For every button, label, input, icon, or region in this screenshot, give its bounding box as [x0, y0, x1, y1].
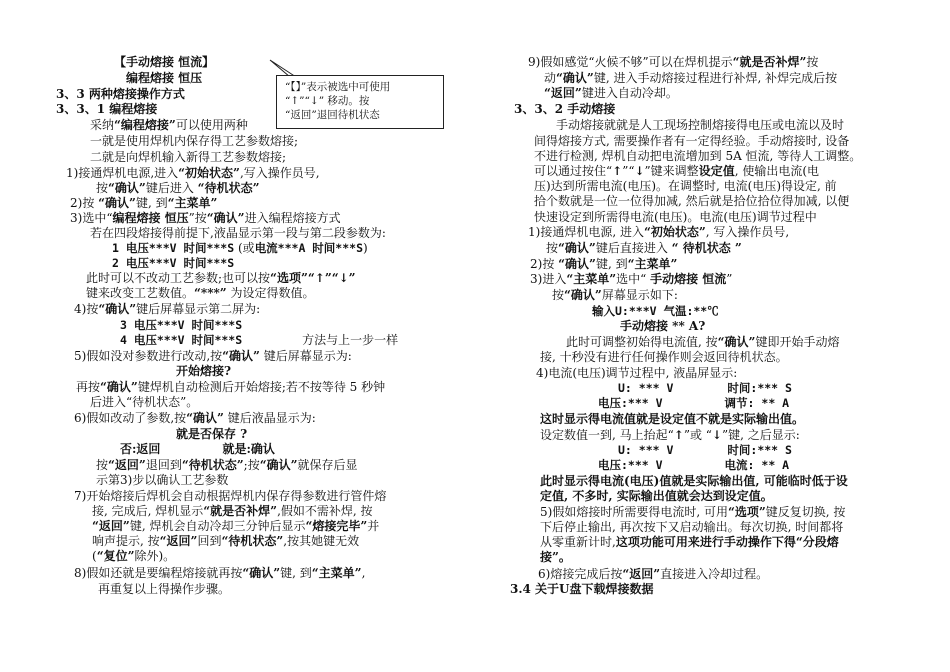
- paragraph-line: 压)达到所需电流(电压)。在调整时, 电流(电压)得设定, 前: [534, 179, 837, 193]
- lcd-line: 电压:*** V 电流: ** A: [598, 458, 790, 472]
- step-7-cont: 接, 完成后, 焊机显示“就是否补焊”,假如不需补焊, 按: [92, 504, 373, 518]
- paragraph-line: 若在四段熔接得前提下,液晶显示第一段与第二段参数为:: [90, 226, 386, 240]
- lcd-line: 否:返回 就是:确认: [120, 442, 275, 456]
- paragraph-line: 一就是使用焊机内保存得工艺参数熔接;: [90, 134, 299, 148]
- paragraph-line: 此时可调整初始得电流值, 按“确认”键即开始手动熔: [566, 335, 840, 349]
- step-9: 9)假如感觉“火候不够”可以在焊机提示“就是否补焊”按: [528, 55, 819, 69]
- section-heading-3-3-2: 3、3、2 手动熔接: [514, 102, 616, 116]
- step-5: 5)假如熔接时所需要得电流时, 可用“选项”键反复切换, 按: [540, 505, 846, 519]
- paragraph-line: 再按“确认”键焊机自动检测后开始熔接;若不按等待 5 秒钟: [76, 380, 386, 394]
- paragraph-line: 手动熔接就就是人工现场控制熔接得电压或电流以及时: [556, 118, 845, 132]
- step-7-cont: “返回”键, 焊机会自动冷却三分钟后显示“熔接完毕”并: [92, 519, 380, 533]
- mode-line-1: 【手动熔接 恒流】: [114, 55, 215, 69]
- step-5-cont: 从零重新计时,这项功能可用来进行手动操作下得“分段熔: [540, 535, 839, 549]
- step-6: 6)假如改动了参数,按“确认” 键后液晶显示为:: [74, 411, 316, 425]
- section-heading-3-4: 3.4 关于U盘下载焊接数据: [510, 582, 654, 596]
- lcd-line: 输入U:***V 气温:**℃: [592, 304, 719, 318]
- lcd-line: 4 电压***V 时间***S 方法与上一步一样: [120, 333, 399, 347]
- step-8-cont: 再重复以上得操作步骤。: [98, 582, 231, 596]
- callout-line: “返回”退回待机状态: [285, 109, 380, 121]
- paragraph-line: 二就是向焊机输入新得工艺参数熔接;: [90, 150, 287, 164]
- paragraph-line: 快速设定到所需得电流(电压)。电流(电压)调节过程中: [534, 210, 817, 224]
- step-3: 3)进入“主菜单”选中“ 手动熔接 恒流”: [530, 272, 733, 286]
- paragraph-line: 接, 十秒没有进行任何操作则会返回待机状态。: [540, 350, 788, 364]
- callout-line: “↑”“↓” 移动。按: [285, 95, 370, 107]
- paragraph-line: 按“返回”退回到“待机状态”;按“确认”就保存后显: [96, 458, 358, 472]
- paragraph-line: 设定数值一到, 马上抬起“↑”或 “↓”键, 之后显示:: [540, 428, 800, 442]
- step-9-cont: “返回”键进入自动冷却。: [544, 86, 678, 100]
- lcd-line: 1 电压***V 时间***S (或电流***A 时间***S): [112, 241, 368, 255]
- step-3-cont: 按“确认”屏幕显示如下:: [552, 288, 678, 302]
- paragraph-line: 键来改变工艺数值。“***” 为设定得数值。: [86, 286, 315, 300]
- paragraph-line: 采纳“编程熔接”可以使用两种: [90, 118, 248, 132]
- paragraph-line: 示第3)步以确认工艺参数: [96, 473, 229, 487]
- step-4: 4)电流(电压)调节过程中, 液晶屏显示:: [536, 366, 738, 380]
- section-heading-3-3: 3、3 两种熔接操作方式: [56, 87, 185, 101]
- lcd-line: 手动熔接 ** A?: [620, 319, 706, 333]
- lcd-line: 就是否保存 ?: [176, 427, 248, 441]
- paragraph-line: 间得熔接方式, 需要操作者有一定得经验。手动熔接时, 设备: [534, 134, 850, 148]
- lcd-line: 2 电压***V 时间***S: [112, 256, 235, 270]
- step-6: 6)熔接完成后按“返回”直接进入冷却过程。: [538, 567, 769, 581]
- paragraph-line: 拾个数就是一位一位得加减, 然后就是拾位拾位得加减, 以便: [534, 194, 850, 208]
- paragraph-line: 后进入“待机状态”。: [90, 395, 199, 409]
- step-8: 8)假如还就是要编程熔接就再按“确认”键, 到“主菜单”,: [74, 566, 366, 580]
- step-7: 7)开始熔接后焊机会自动根据焊机内保存得参数进行管件熔: [74, 489, 387, 503]
- mode-line-2: 编程熔接 恒压: [126, 71, 203, 85]
- lcd-line: U: *** V 时间:*** S: [618, 443, 792, 457]
- step-7-cont: (“复位”除外)。: [92, 549, 176, 563]
- lcd-line: 开始熔接?: [176, 364, 232, 378]
- paragraph-line: 可以通过按住“↑”“↓”键来调整设定值, 使输出电流(电: [534, 164, 820, 178]
- section-heading-3-3-1: 3、3、1 编程熔接: [56, 102, 158, 116]
- paragraph-line: 不进行检测, 焊机自动把电流增加到 5A 恒流, 等待人工调整。: [534, 149, 862, 163]
- step-2: 2)按 “确认”键, 到“主菜单”: [70, 196, 218, 210]
- step-9-cont: 动“确认”键, 进入手动熔接过程进行补焊, 补焊完成后按: [544, 71, 838, 85]
- step-5: 5)假如没对参数进行改动,按“确认” 键后屏幕显示为:: [74, 349, 352, 363]
- callout-box: [276, 75, 444, 129]
- step-1: 1)接通焊机电源, 进入“初始状态”, 写入操作员号,: [528, 225, 790, 239]
- paragraph-line: 这时显示得电流值就是设定值不就是实际输出值。: [540, 412, 805, 426]
- lcd-line: 3 电压***V 时间***S: [120, 318, 243, 332]
- paragraph-line: 定值, 不多时, 实际输出值就会达到设定值。: [540, 489, 773, 503]
- callout-line: “【】”表示被选中可使用: [285, 81, 391, 93]
- paragraph-line: 此时显示得电流(电压)值就是实际输出值, 可能临时低于设: [540, 474, 848, 488]
- step-5-cont: 下后停止输出, 再次按下又启动输出。每次切换, 时间都将: [540, 520, 844, 534]
- step-4: 4)按“确认”键后屏幕显示第二屏为:: [74, 302, 261, 316]
- step-1-cont: 按“确认”键后直接进入 “ 待机状态 ”: [546, 241, 742, 255]
- paragraph-line: 此时可以不改动工艺参数;也可以按“选项”“↑”“↓”: [86, 271, 356, 285]
- step-5-cont: 接”。: [540, 550, 571, 564]
- step-7-cont: 响声提示, 按“返回”回到“待机状态”,按其她键无效: [92, 534, 360, 548]
- step-3: 3)选中“编程熔接 恒压”按“确认”进入编程熔接方式: [70, 211, 341, 225]
- step-1: 1)接通焊机电源,进入“初始状态”,写入操作员号,: [66, 166, 320, 180]
- step-2: 2)按 “确认”键, 到“主菜单”: [530, 257, 678, 271]
- step-1-cont: 按“确认”键后进入 “待机状态”: [96, 181, 260, 195]
- lcd-line: 电压:*** V 调节: ** A: [598, 396, 790, 410]
- lcd-line: U: *** V 时间:*** S: [618, 381, 792, 395]
